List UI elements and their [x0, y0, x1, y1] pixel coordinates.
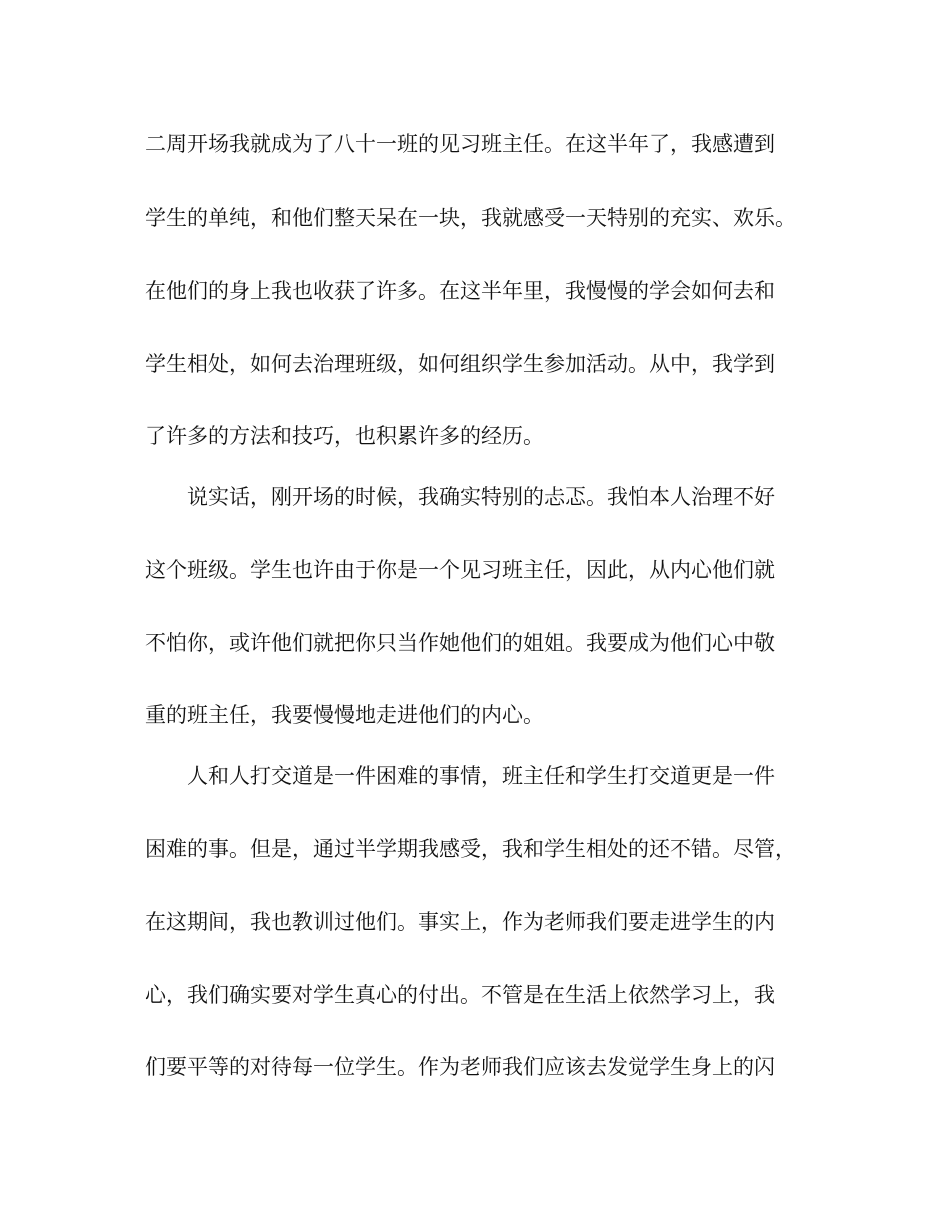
text-line: 们要平等的对待每一位学生。作为老师我们应该去发觉学生身上的闪	[145, 1055, 775, 1079]
text-line: 学生的单纯，和他们整天呆在一块，我就感受一天特别的充实、欢乐。	[145, 206, 796, 230]
text-line: 这个班级。学生也许由于你是一个见习班主任，因此，从内心他们就	[145, 558, 775, 582]
text-line: 困难的事。但是，通过半学期我感受，我和学生相处的还不错。尽管，	[145, 837, 796, 861]
text-line: 不怕你，或许他们就把你只当作她他们的姐姐。我要成为他们心中敬	[145, 631, 775, 655]
text-line: 在这期间，我也教训过他们。事实上，作为老师我们要走进学生的内	[145, 910, 775, 934]
text-line: 心，我们确实要对学生真心的付出。不管是在生活上依然学习上，我	[145, 983, 775, 1007]
paragraph-first-line: 说实话，刚开场的时候，我确实特别的忐忑。我怕本人治理不好	[187, 485, 775, 509]
text-line: 学生相处，如何去治理班级，如何组织学生参加活动。从中，我学到	[145, 352, 775, 376]
text-line: 重的班主任，我要慢慢地走进他们的内心。	[145, 703, 544, 727]
paragraph-first-line: 人和人打交道是一件困难的事情，班主任和学生打交道更是一件	[187, 764, 775, 788]
text-line: 二周开场我就成为了八十一班的见习班主任。在这半年了，我感遭到	[145, 132, 775, 156]
text-line: 在他们的身上我也收获了许多。在这半年里，我慢慢的学会如何去和	[145, 279, 775, 303]
text-line: 了许多的方法和技巧，也积累许多的经历。	[145, 424, 544, 448]
